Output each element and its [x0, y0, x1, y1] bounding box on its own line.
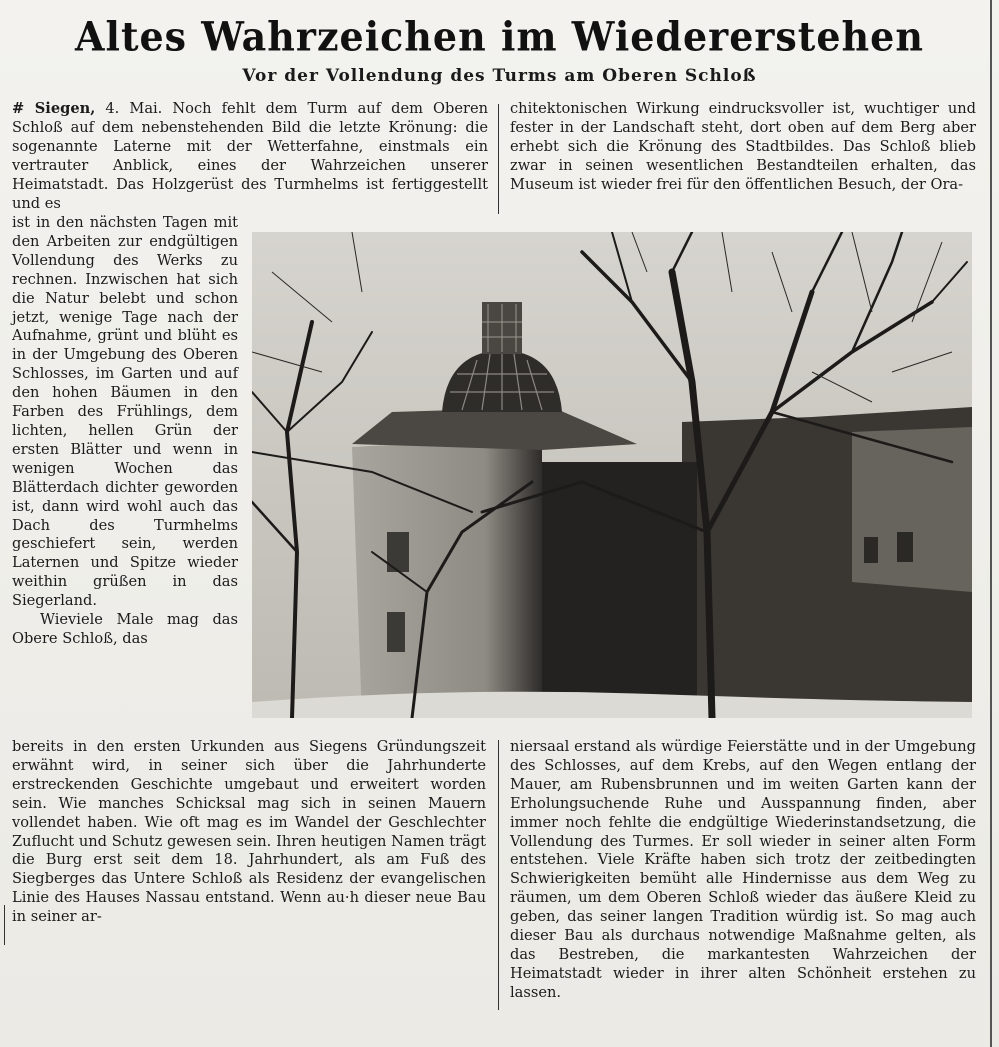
dateline: # Siegen, — [12, 100, 96, 117]
column-rule-right — [990, 0, 992, 1047]
paragraph-1-cont: ist in den nächsten Tagen mit den Arbeiten zur endgültigen Vollendung des Werks zu rechnen. Inzwischen hat sich die Natur belebt und schon jetzt, wenige Tage nach der Aufnahme, grünt und blüht es in der Umgebung des Oberen Schlosses, im Garten und auf den hohen Bäumen in den Farben des Frühlings, dem lichten, hellen Grün der ersten Blätter und wenn in wenigen Wochen das Blätterdach dichter geworden ist, dann wird wohl auch das Dach des Turmhelms geschiefert sein, werden Laternen und Spitze wieder weithin grüßen in das Siegerland. — [12, 214, 238, 610]
photo-illustration — [252, 232, 972, 718]
paragraph-2-end: niersaal erstand als würdige Feierstätte und in der Umgebung des Schlosses, auf dem Krebs, auf den Wegen entlang der Mauer, am Rubensbrunnen und im weiten Garten kann der Erholungsuchende Ruhe und Ausspannung finden, aber immer noch fehlte die endgültige Wiederinstandsetzung, die Vollendung des Turmes. Er soll wieder in seiner alten Form entstehen. Viele Kräfte haben sich trotz der zeitbedingten Schwierigkeiten bemüht alle Hindernisse aus dem Weg zu räumen, um dem Oberen Schloß wieder das äußere Kleid zu geben, das seiner langen Tradition würdig ist. So mag auch dieser Bau als durchaus notwendige Maßnahme gelten, als das Bestreben, die markantesten Wahrzeichen der Heimatstadt wieder in ihrer alten Schönheit erstehen zu lassen. — [510, 738, 976, 1001]
column-divider-bottom — [498, 740, 499, 1010]
headline: Altes Wahrzeichen im Wiedererstehen — [75, 12, 924, 61]
paragraph-2-start: Wieviele Male mag das Obere Schloß, das — [12, 611, 238, 647]
paragraph-2-cont2: chitektonischen Wirkung eindrucksvoller ist, wuchtiger und fester in der Landschaft steht, dort oben auf dem Berg aber erhebt sich die Krönung des Stadtbildes. Das Schloß blieb zwar in seinen wesentlichen Bestandteilen erhalten, das Museum ist wieder frei für den öffentlichen Besuch, der Ora- — [510, 100, 976, 193]
paragraph-2-cont: bereits in den ersten Urkunden aus Siegens Gründungszeit erwähnt wird, in seiner sich über die Jahrhunderte erstreckenden Geschichte umgebaut und erweitert worden sein. Wie manches Schicksal mag sich in seinen Mauern vollendet haben. Wie oft mag es im Wandel der Geschlechter Zuflucht und Schutz gewesen sein. Ihren heutigen Namen trägt die Burg erst seit dem 18. Jahrhundert, als am Fuß des Siegberges das Untere Schloß als Residenz der evangelischen Linie des Hauses Nassau entstand. Wenn au·h dieser neue Bau in seiner ar- — [12, 738, 486, 926]
subheadline: Vor der Vollendung des Turms am Oberen Schloß — [242, 66, 757, 86]
article-col1-top — [12, 100, 488, 215]
article-col1-narrow — [12, 214, 238, 724]
margin-mark — [4, 905, 5, 945]
article-col2-top — [510, 100, 976, 215]
column-divider-top — [498, 104, 499, 214]
date: 4. Mai. — [105, 100, 163, 117]
photo-castle-tower — [252, 232, 972, 718]
article-col1-bottom — [12, 738, 486, 948]
article-col2-bottom — [510, 738, 976, 1038]
paragraph-1-start: Noch fehlt dem Turm auf dem Oberen Schloß auf dem nebenstehenden Bild die letzte Krönung: die sogenannte Laterne mit der Wetterfahne, einstmals ein vertrauter Anblick, eines der Wahrzeichen unserer Heimatstadt. Das Holzgerüst des Turmhelms ist fertiggestellt und es — [12, 100, 488, 212]
